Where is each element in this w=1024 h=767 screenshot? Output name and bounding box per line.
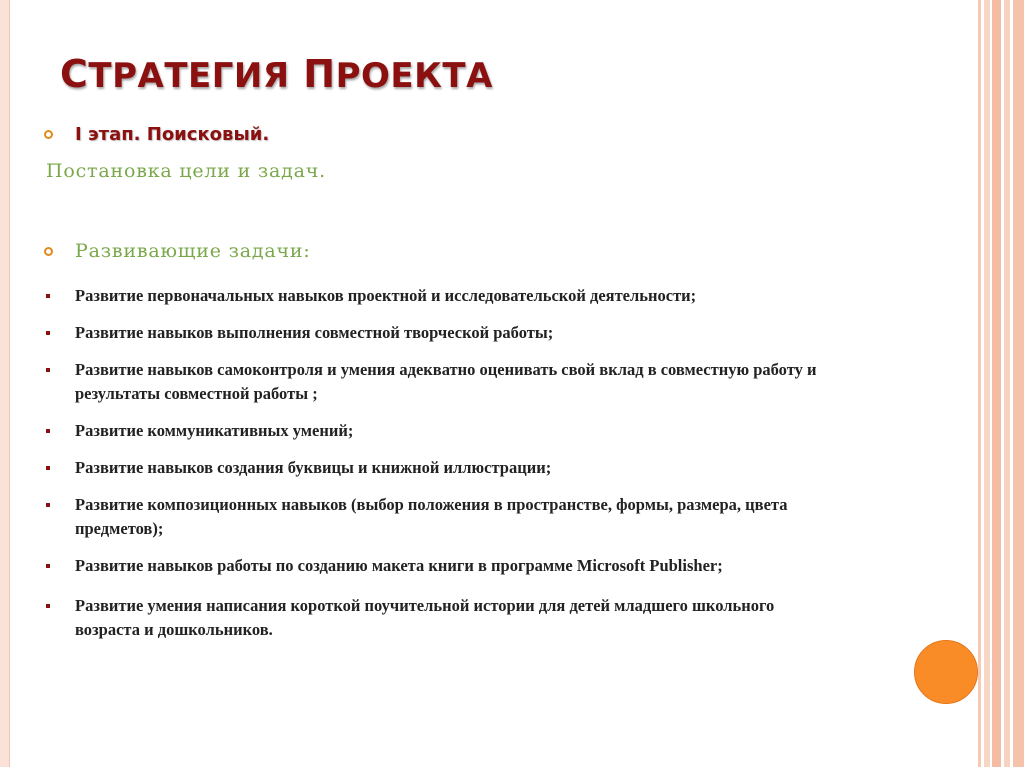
square-bullet-icon: [46, 368, 50, 372]
slide-title: СТРАТЕГИЯ ПРОЕКТА: [60, 52, 493, 96]
stage-bullet-row: [44, 124, 269, 145]
list-item: [44, 419, 834, 443]
list-item: [44, 456, 834, 480]
list-item: [44, 594, 834, 642]
square-bullet-icon: [46, 331, 50, 335]
list-item-text: Развитие навыков работы по созданию макета книги в программе Microsoft Publisher;: [75, 556, 723, 575]
square-bullet-icon: [46, 429, 50, 433]
list-item-text: Развитие навыков самоконтроля и умения адекватно оценивать свой вклад в совместную работу и результаты совместной работы ;: [75, 360, 817, 403]
list-item: [44, 554, 834, 578]
square-bullet-icon: [46, 564, 50, 568]
goal-text: Постановка цели и задач.: [46, 160, 326, 182]
square-bullet-icon: [46, 294, 50, 298]
ring-bullet-icon: [44, 247, 53, 256]
list-item: [44, 284, 834, 308]
square-bullet-icon: [46, 604, 50, 608]
list-item: [44, 493, 834, 541]
list-item: [44, 358, 834, 406]
list-item-text: Развитие навыков выполнения совместной творческой работы;: [75, 323, 554, 342]
square-bullet-icon: [46, 466, 50, 470]
ring-bullet-icon: [44, 130, 53, 139]
tasks-heading: Развивающие задачи:: [75, 240, 311, 262]
list-item-text: Развитие коммуникативных умений;: [75, 421, 354, 440]
right-stripe-decoration: [978, 0, 1024, 767]
orange-circle-decoration: [914, 640, 978, 704]
list-item-text: Развитие композиционных навыков (выбор положения в пространстве, формы, размера, цвета предметов);: [75, 495, 788, 538]
stage-label: I этап. Поисковый.: [75, 124, 270, 145]
tasks-list: [44, 284, 834, 642]
tasks-heading-row: [44, 240, 311, 262]
list-item-text: Развитие первоначальных навыков проектной и исследовательской деятельности;: [75, 286, 697, 305]
list-item-text: Развитие навыков создания буквицы и книжной иллюстрации;: [75, 458, 552, 477]
list-item: [44, 321, 834, 345]
left-border-decoration: [0, 0, 10, 767]
square-bullet-icon: [46, 503, 50, 507]
list-item-text: Развитие умения написания короткой поучительной истории для детей младшего школьного возраста и дошкольников.: [75, 596, 775, 639]
